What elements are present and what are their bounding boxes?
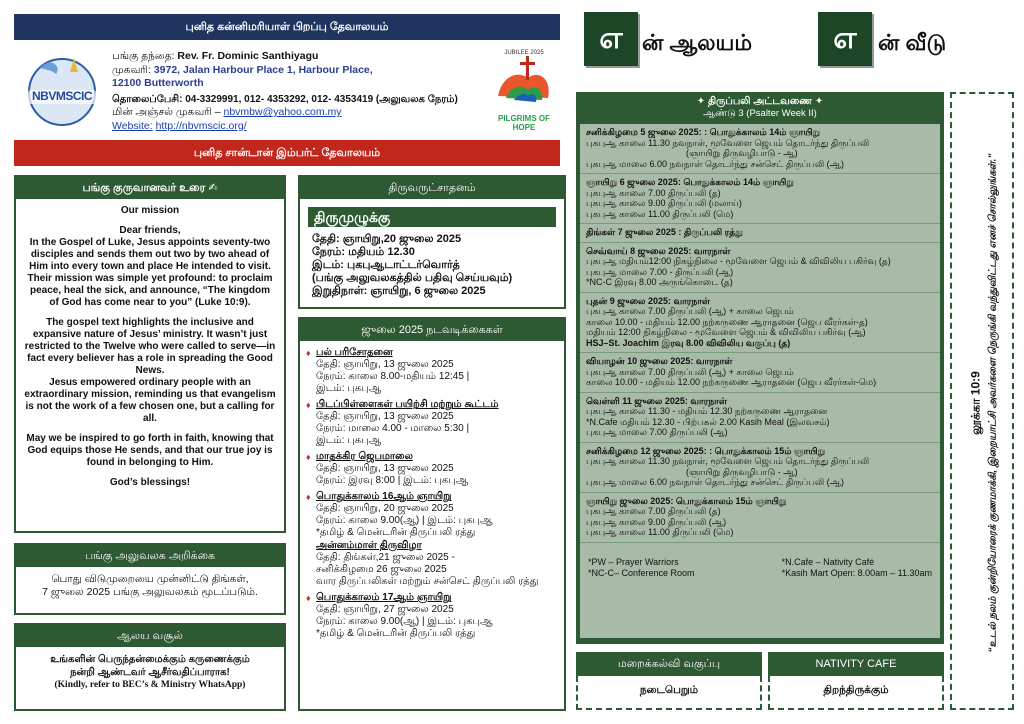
message-para-3: Jesus empowered ordinary people with an extraordinary mission, reminding us that evangelism is not the work of a few chosen one, but a calling for all. (24, 377, 276, 424)
schedule-line: புகபுஆ காலை 11.30 நவநாள், மூவேளை ஜெபம் தொடர்ந்து திருப்பலி (586, 137, 870, 148)
schedule-line: (ஞாயிறு திருவழிபாடு - ஆ) (686, 466, 798, 477)
priest-message-panel (14, 175, 286, 533)
address-label: முகவரி: (112, 63, 151, 76)
mass-schedule-panel (576, 92, 944, 644)
jubilee-logo (488, 48, 560, 134)
verse-text: “உடல் நலம் குன்றியோரைக் குணமாக்கி, இறையாட்சி அவர்களை நெருங்கி வந்துவிட்டது எனச் சொல்லுங்கள்.” (987, 153, 999, 653)
second-church-title: புனித சான்டான் இம்பர்ட் தேவாலயம் (193, 147, 381, 159)
schedule-header: ✦ திருப்பலி அட்டவணை ✦ (696, 96, 824, 107)
schedule-line: புகபுஆ காலை 9.00 திருப்பலி (ஆ) (586, 516, 727, 527)
verse-ref: லூக்கா 10:9 (968, 371, 983, 435)
activity-line: நேரம்: மாலை 4.00 - மாலை 5:30 | (316, 423, 470, 434)
nativity-cafe-status: திறந்திருக்கும் (768, 676, 944, 710)
activities-panel (298, 317, 566, 711)
activity-line: இடம்: புகபுஆ (316, 435, 382, 446)
activity-line: நேரம்: காலை 8.00-மதியம் 12:45 | (316, 371, 470, 382)
activity-line: *தமிழ் & மென்டரின் திருப்பலி ரத்து (316, 628, 476, 639)
priest-name: Rev. Fr. Dominic Santhiyagu (177, 50, 319, 62)
sacrament-deadline: இறுதிநாள்: ஞாயிறு, 6 ஜுலை 2025 (312, 285, 486, 297)
legend-pw: *PW – Prayer Warriors (588, 556, 679, 567)
church-title: புனித கன்னிமரியாள் பிறப்பு தேவாலயம் (185, 21, 389, 33)
schedule-line: புகபுஆ காலை 11.00 திருப்பலி (மெ) (586, 527, 734, 537)
activity-line: தேதி: ஞாயிறு, 27 ஜுலை 2025 (316, 604, 454, 615)
legend-ncafe: *N.Cafe – Nativity Café (781, 556, 875, 567)
nativity-cafe-panel (768, 652, 944, 710)
schedule-line: புகபுஆ காலை 7.00 திருப்பலி (த) (586, 187, 721, 198)
activity-item (306, 347, 558, 395)
sacrament-panel (298, 175, 566, 309)
banner-letter-2: எ (818, 12, 872, 66)
banner-letter-1: எ (584, 12, 638, 66)
schedule-block (580, 353, 940, 393)
schedule-block (580, 443, 940, 493)
activity-item (306, 451, 558, 487)
activity-title: பிடப்பிள்ளைகள் பயிற்சி மற்றும் கூட்டம் (316, 399, 499, 410)
activity-item (306, 592, 558, 640)
schedule-line: புகபுஆ மாலை 7.00 - திருப்பலி (ஆ) (586, 266, 734, 277)
schedule-line: HSJ–St. Joachim இரவு 8.00 விவிலிய வகுப்பு (த) (586, 337, 791, 348)
schedule-block (580, 393, 940, 443)
activity-line: நேரம்: காலை 9.00(ஆ) | இடம்: புகபுஆ (316, 616, 493, 627)
schedule-body (580, 124, 940, 638)
email-label: மின் அஞ்சல் முகவரி – (112, 106, 221, 118)
schedule-line: புகபுஆ காலை 11.00 திருப்பலி (மெ) (586, 208, 734, 219)
sacrament-date: தேதி: ஞாயிறு,20 ஜுலை 2025 (312, 233, 462, 245)
logo-text: NBVMSCIC (31, 89, 92, 103)
schedule-block (580, 224, 940, 243)
catechism-panel (576, 652, 762, 710)
schedule-line: *N.Cafe மதியம் 12.30 - பிற்பகல் 2.00 Kasih Meal (இலவசம்) (586, 416, 830, 427)
website-link[interactable]: http://nbvmscic.org/ (155, 119, 247, 132)
schedule-line: புகபுஆ காலை 11.30 - மதியம் 12.30 நற்கருணை ஆராதனை (586, 406, 828, 416)
schedule-line: செவ்வாய் 8 ஜுலை 2025: வாரநாள் (586, 245, 731, 256)
bullet-icon: ♦ (306, 400, 311, 410)
activity-title: மாதக்கிர ஜெபமாலை (316, 451, 413, 462)
email-link[interactable]: nbvmbw@yahoo.com.my (223, 106, 342, 118)
message-title: Our mission (120, 205, 180, 216)
message-para-1: In the Gospel of Luke, Jesus appoints seventy-two disciples and sends them out two by two ahead of Him into every town and place He intended to visit. Their mission was simple yet profound: to proclaim peace, heal the sick, and announce, “The kingdom of God has come near to you” (Luke 10:9). (27, 237, 273, 308)
priest-message-header: பங்கு குருவானவர் உரை ✍ (16, 177, 284, 199)
message-greeting: Dear friends, (119, 225, 181, 236)
schedule-line: காலை 10.00 - மதியம் 12.00 நற்கருணை ஆராதனை (ஜெப வீரர்கள்-மெ) (586, 377, 877, 387)
schedule-line: வெள்ளி 11 ஜுலை 2025: வாரநாள் (586, 395, 727, 406)
legend-kasih: *Kasih Mart Open: 8.00am – 11.30am (781, 567, 932, 578)
activity-item (306, 491, 558, 588)
schedule-line: புகபுஆ மாலை 7.00 திருப்பலி (ஆ) (586, 427, 728, 437)
message-para-2: The gospel text highlights the inclusive and expansive nature of Jesus’ ministry. It wasn’t just restricted to the Twelve who were called to serve—in fact every believer has a role in spreading the Good News. (24, 317, 276, 376)
activities-header: ஜுலை 2025 நடவடிக்கைகள் (300, 319, 564, 341)
schedule-line: காலை 10.00 - மதியம் 12.00 நற்கருணை ஆராதனை (ஜெப வீரர்கள்-த) (586, 316, 868, 327)
activity-line: நேரம்: இரவு 8:00 | இடம்: புகபுஆ (316, 475, 469, 486)
schedule-line: திங்கள் 7 ஜுலை 2025 : திருப்பலி ரத்து (586, 227, 743, 237)
address-line1: 3972, Jalan Harbour Place 1, Harbour Place, (153, 63, 373, 76)
sacrament-register: (பங்கு அலுவலகத்தில் பதிவு செய்யவும்) (312, 272, 513, 284)
sacrament-time: நேரம்: மதியம் 12.30 (312, 246, 415, 258)
schedule-line: புதன் 9 ஜுலை 2025: வாரநாள் (586, 295, 711, 306)
activity-title: அன்னம்மாள் திருவிழா (316, 540, 422, 551)
message-para-4: May we be inspired to go forth in faith, knowing that God equips those He sends, and that our true joy is found in belonging to Him. (26, 433, 274, 468)
sacrament-header: திருவருட்சாதனம் (300, 177, 564, 199)
collection-line2: நன்றி ஆண்டவர் ஆசீர்வதிப்பாராக! (70, 667, 230, 678)
banner-word-2: ன் வீடு (878, 30, 947, 55)
collection-header: ஆலய வசூல் (16, 625, 284, 647)
schedule-line: புகபுஆ காலை 7.00 திருப்பலி (ஆ) + காலை ஜெபம் (586, 366, 794, 377)
schedule-line: புகபுஆ காலை 9.00 திருப்பலி (மலாய்) (586, 198, 742, 208)
banner-word-1: ன் ஆலயம் (642, 30, 753, 55)
schedule-line: புகபுஆ காலை 11.30 நவநாள், மூவேளை ஜெபம் தொடர்ந்து திருப்பலி (586, 456, 870, 466)
bullet-icon: ♦ (306, 452, 311, 462)
schedule-line: வியாழன் 10 ஜுலை 2025: வாரநாள் (586, 356, 733, 366)
church-title-bar (14, 14, 560, 40)
activity-title: பொதுக்காலம் 16ஆம் ஞாயிறு (316, 491, 452, 502)
activity-line: சனிக்கிழமை 26 ஜுலை 2025 (316, 564, 447, 575)
schedule-block (580, 493, 940, 543)
activity-line: இடம்: புகபுஆ (316, 383, 382, 394)
activity-line: *தமிழ் & மென்டரின் திருப்பலி ரத்து (316, 527, 476, 538)
schedule-line: புகபுஆ காலை 7.00 திருப்பலி (த) (586, 506, 721, 516)
message-closing: God’s blessings! (109, 477, 191, 488)
legend-ncc: *NC-C– Conference Room (588, 567, 695, 578)
bullet-icon: ♦ (306, 492, 311, 502)
schedule-line: புகபுஆ மாலை 6.00 நவநாள் தொடர்ந்து சன்செட் திருப்பலி (ஆ) (586, 477, 844, 487)
schedule-block (580, 243, 940, 293)
office-notice-line1: பொது விடுமுறையை முன்னிட்டு திங்கள், (51, 573, 249, 585)
address-line2: 12100 Butterworth (112, 77, 204, 89)
schedule-line: *NC-C இரவு 8.00 அருங்கொடை (த) (586, 277, 733, 287)
activity-line: தேதி: ஞாயிறு, 13 ஜுலை 2025 (316, 463, 454, 474)
schedule-block (580, 124, 940, 174)
activity-line: தேதி: ஞாயிறு, 13 ஜுலை 2025 (316, 411, 454, 422)
catechism-header: மறைக்கல்வி வகுப்பு (576, 652, 762, 676)
bullet-icon: ♦ (306, 593, 311, 603)
contact-block (112, 50, 512, 133)
schedule-legend (580, 543, 940, 579)
catechism-status: நடைபெறும் (576, 676, 762, 710)
schedule-line: ஞாயிறு 6 ஜுலை 2025: பொதுக்காலம் 14ம் ஞாயிறு (586, 177, 794, 187)
verse-rotator (969, 103, 1000, 703)
bullet-icon: ♦ (306, 348, 311, 358)
schedule-line: ஞாயிறு ஜுலை 2025: பொதுக்காலம் 15ம் ஞாயிறு (586, 495, 787, 506)
phone-line: தொலைப்பேசி: 04-3329991, 012- 4353292, 012- 4353419 (அலுவலக நேரம்) (112, 93, 458, 105)
schedule-line: சனிக்கிழமை 12 ஜுலை 2025: : பொதுக்காலம் 15ம் ஞாயிறு (586, 445, 826, 456)
priest-label: பங்கு தந்தை: (112, 50, 175, 62)
sacrament-title: திருமுழுக்கு (308, 207, 556, 227)
jubilee-text: JUBILEE 2025 (504, 50, 544, 56)
nativity-cafe-header: NATIVITY CAFE (768, 652, 944, 676)
activity-line: தேதி: ஞாயிறு, 13 ஜுலை 2025 (316, 359, 454, 370)
website-label: Website: (112, 119, 153, 132)
activity-item (306, 399, 558, 447)
collection-panel (14, 623, 286, 711)
parish-logo (22, 48, 102, 128)
schedule-line: சனிக்கிழமை 5 ஜுலை 2025: : பொதுக்காலம் 14ம் ஞாயிறு (586, 127, 821, 137)
activity-line: வார திருப்பலிகள் மற்றும் சன்செட் திருப்பலி ரத்து (316, 576, 539, 587)
activity-line: தேதி: திங்கள்,21 ஜுலை 2025 - (316, 552, 455, 563)
schedule-line: புகபுஆ காலை 7.00 திருப்பலி (ஆ) + காலை ஜெபம் (586, 306, 794, 316)
schedule-line: மதியம் 12:00 நிகழ்நிலை - மூவேளை ஜெபம் & விவிலிய பகிர்வு (ஆ) (586, 327, 866, 337)
office-notice-panel (14, 543, 286, 615)
schedule-line: புகபுஆ மதியம்12:00 நிகழ்நிலை - மூவேளை ஜெபம் & விவிலிய பகிர்வு (த) (586, 256, 891, 266)
schedule-line: புகபுஆ மாலை 6.00 நவநாள் தொடர்ந்து சன்செட் திருப்பலி (ஆ) (586, 158, 844, 169)
activity-title: பொதுக்காலம் 17ஆம் ஞாயிறு (316, 592, 452, 603)
schedule-block (580, 174, 940, 224)
schedule-line: (ஞாயிறு திருவழிபாடு - ஆ) (686, 148, 798, 158)
jubilee-sub: PILGRIMS OF HOPE (498, 114, 550, 132)
activity-line: தேதி: ஞாயிறு, 20 ஜுலை 2025 (316, 503, 454, 514)
collection-line1: உங்களின் பெருந்தன்மைக்கும் கருணைக்கும் (50, 654, 250, 665)
schedule-block (580, 293, 940, 354)
activity-title: பல் பரிசோதனை (316, 347, 393, 358)
collection-line3: (Kindly, refer to BEC’s & Ministry WhatsApp) (54, 680, 246, 690)
activity-line: நேரம்: காலை 9.00(ஆ) | இடம்: புகபுஆ (316, 515, 493, 526)
sacrament-place: இடம்: புகபுஆடாட்டர்வொர்த் (312, 259, 460, 271)
second-church-bar (14, 140, 560, 166)
schedule-subheader: ஆண்டு 3 (Psalter Week II) (703, 108, 817, 119)
verse-panel (950, 92, 1014, 710)
office-notice-line2: 7 ஜுலை 2025 பங்கு அலுவலகம் மூடப்படும். (42, 586, 258, 598)
office-notice-header: பங்கு அலுவலக அறிக்கை (16, 545, 284, 567)
